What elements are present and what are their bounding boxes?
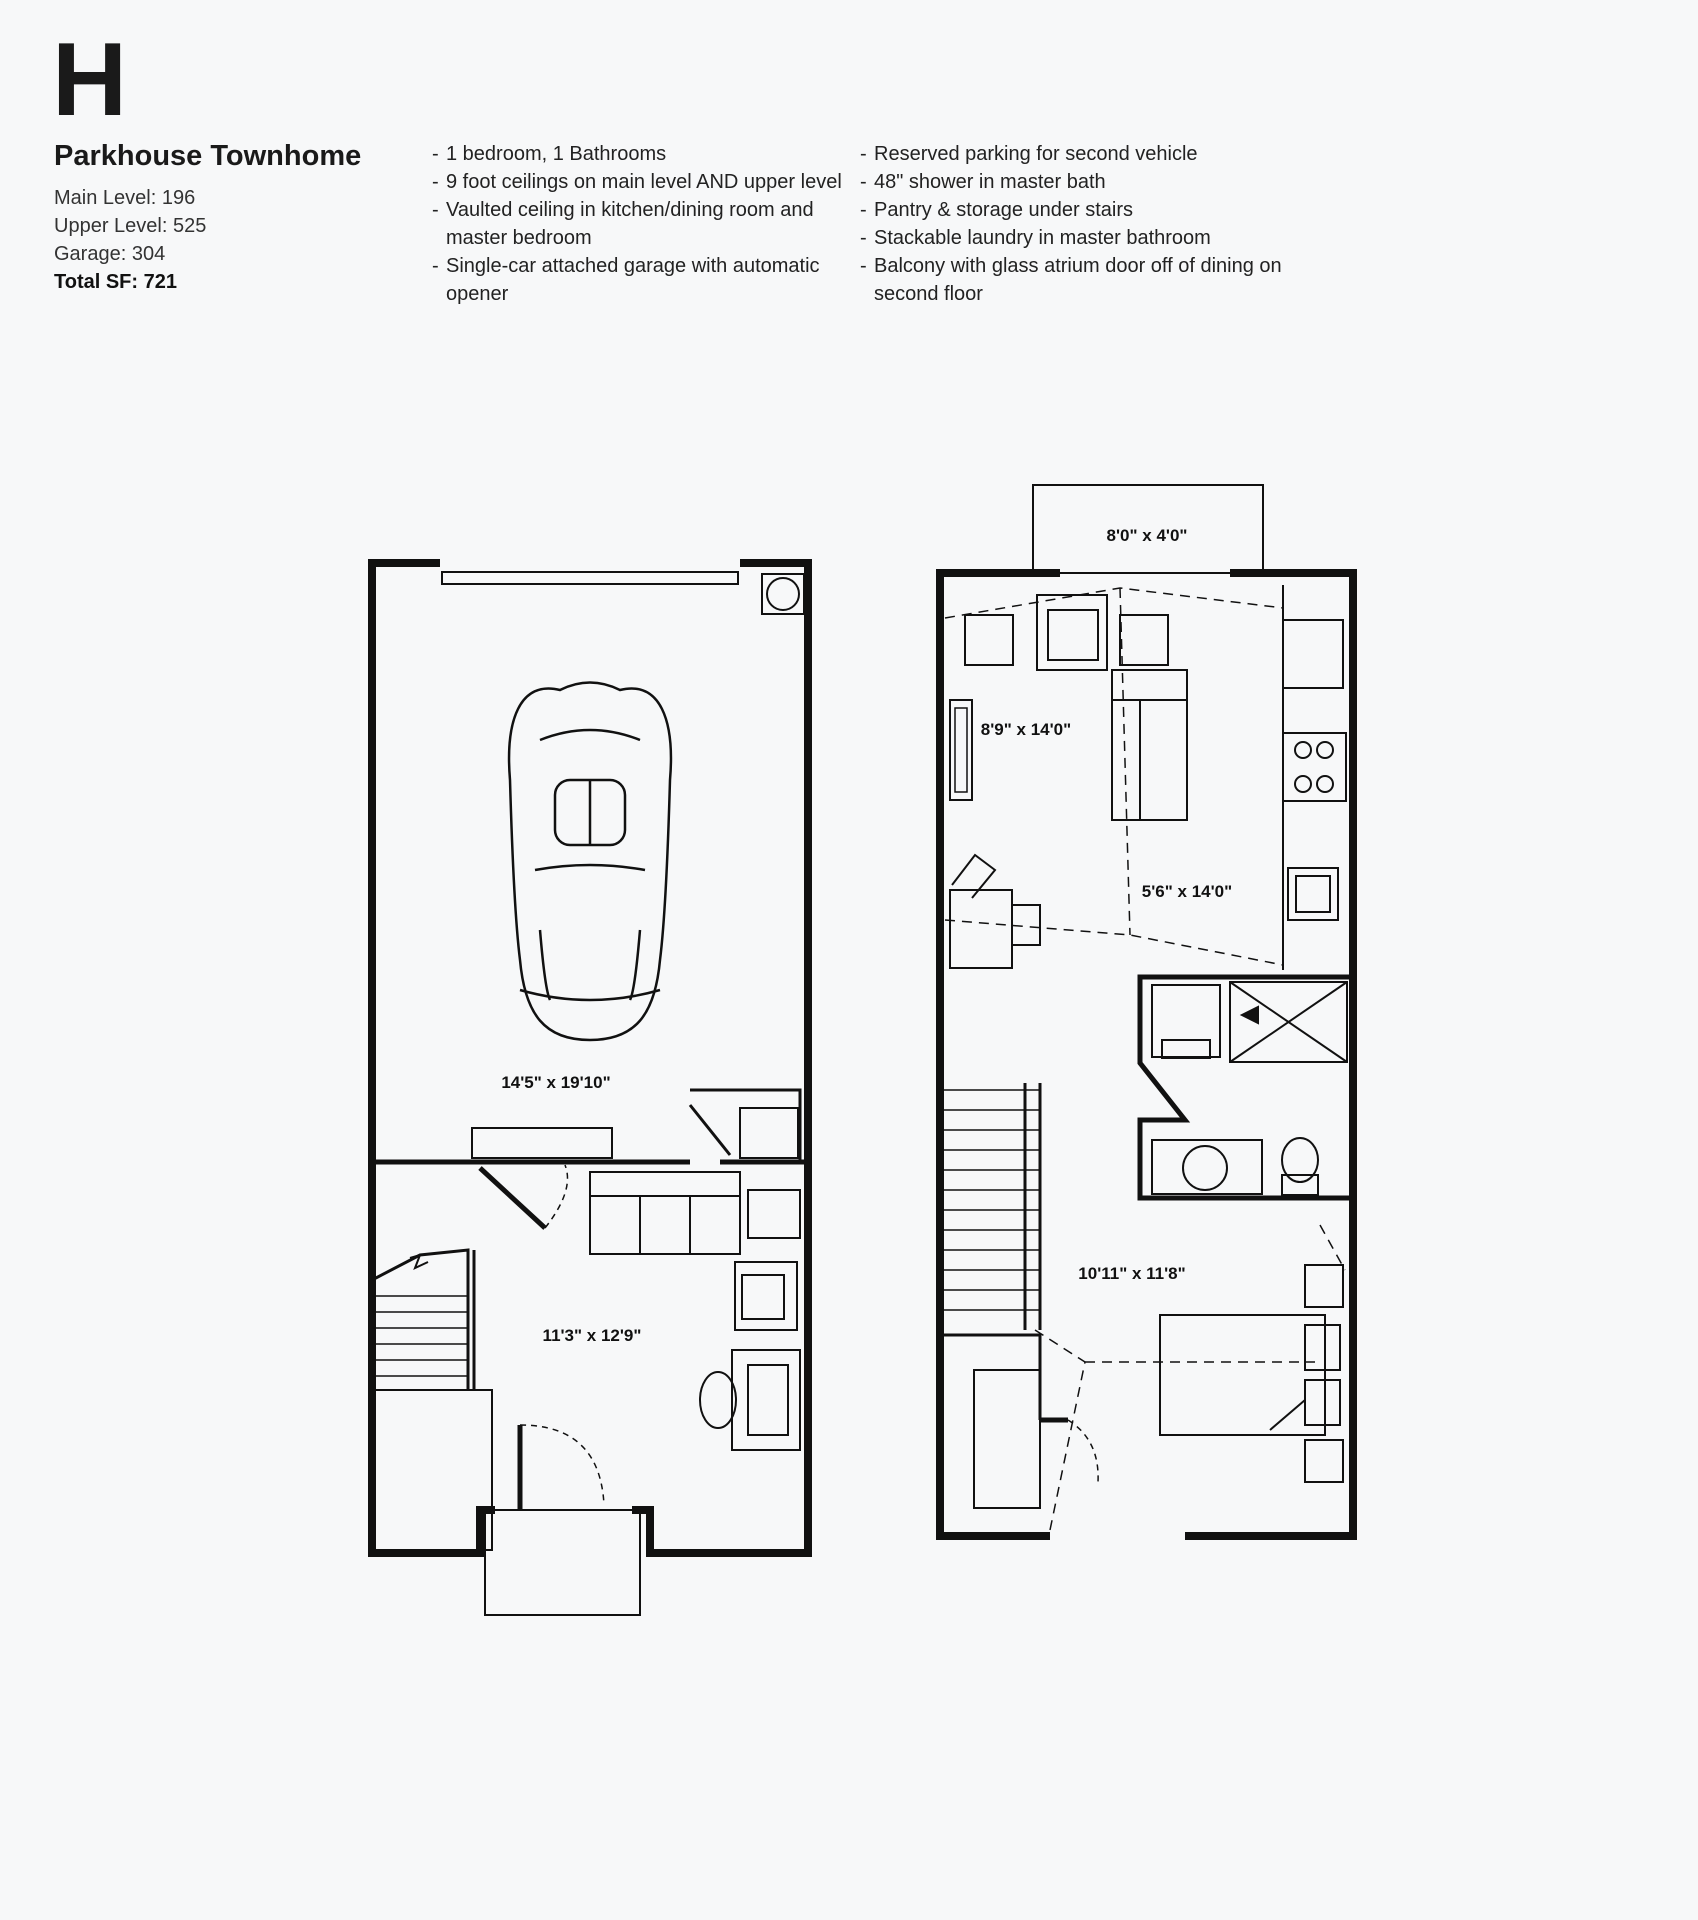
sofa-icon xyxy=(590,1172,800,1254)
plan-title: Parkhouse Townhome xyxy=(54,140,362,172)
garage-sf: Garage: 304 xyxy=(54,243,166,265)
bookshelf xyxy=(950,700,972,800)
feature-item: - Stackable laundry in master bathroom xyxy=(860,224,1300,252)
feature-item: - 1 bedroom, 1 Bathrooms xyxy=(432,140,852,168)
interior-door xyxy=(480,1168,545,1228)
feature-item: - 48" shower in master bath xyxy=(860,168,1300,196)
kitchen-counter xyxy=(1283,585,1346,970)
living-room-dimension: 11'3" x 12'9" xyxy=(542,1326,642,1345)
garage-door xyxy=(442,572,738,584)
garage-dimension: 14'5" x 19'10" xyxy=(501,1073,611,1092)
car-icon xyxy=(509,683,671,1041)
water-heater xyxy=(762,574,804,614)
feature-item: - Reserved parking for second vehicle xyxy=(860,140,1300,168)
dining-set xyxy=(965,595,1168,670)
bedroom-dimension: 10'11" x 11'8" xyxy=(1078,1264,1186,1283)
vanity xyxy=(1152,1140,1262,1194)
armchair-icon xyxy=(735,1262,797,1330)
storage-closet xyxy=(372,1390,492,1550)
upper-stairs xyxy=(940,1083,1040,1330)
total-sf: Total SF: 721 xyxy=(54,271,177,293)
balcony-dimension: 8'0" x 4'0" xyxy=(1106,526,1188,545)
upper-level-sf: Upper Level: 525 xyxy=(54,215,207,237)
bedroom-closet xyxy=(940,1335,1040,1420)
upper-level-walls xyxy=(940,573,1353,1536)
main-level-sf: Main Level: 196 xyxy=(54,187,196,209)
bathroom xyxy=(1140,977,1353,1198)
bed-icon xyxy=(1160,1265,1343,1482)
main-level-walls xyxy=(372,563,808,1553)
refrigerator xyxy=(1283,620,1343,688)
main-stairs xyxy=(372,1250,474,1390)
stove-icon xyxy=(1283,733,1346,801)
kitchen-dimension: 5'6" x 14'0" xyxy=(1141,882,1233,901)
work-desk xyxy=(950,855,1040,968)
dining-dimension: 8'9" x 14'0" xyxy=(980,720,1072,739)
feature-item: - Vaulted ceiling in kitchen/dining room and master bedroom xyxy=(432,196,852,252)
feature-item: - Single-car attached garage with automatic opener xyxy=(432,252,852,308)
feature-item: - 9 foot ceilings on main level AND upper level xyxy=(432,168,852,196)
unit-letter: H xyxy=(52,22,128,138)
front-porch xyxy=(485,1510,640,1615)
feature-item: - Pantry & storage under stairs xyxy=(860,196,1300,224)
feature-item: - Balcony with glass atrium door off of dining on second floor xyxy=(860,252,1300,308)
desk-icon xyxy=(700,1350,800,1450)
upper-level-plan xyxy=(940,485,1353,1536)
